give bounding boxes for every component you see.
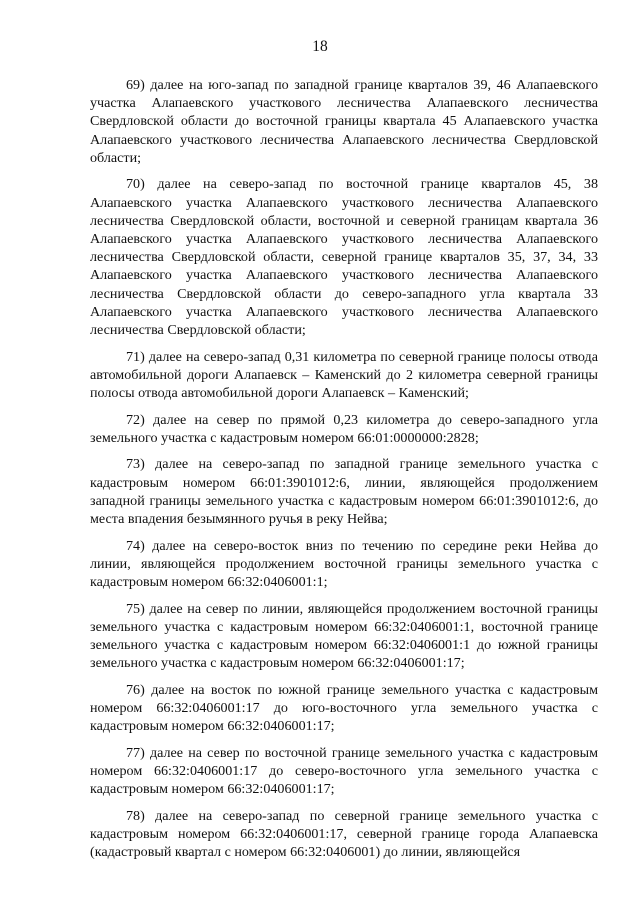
paragraph-76: 76) далее на восток по южной границе земельного участка с кадастровым номером 66:32:0406001:17 до юго-восточного угла земельного участка с кадастровым номером 66:32:0406001:17; (90, 681, 598, 735)
paragraph-75: 75) далее на север по линии, являющейся продолжением восточной границы земельного участка с кадастровым номером 66:32:0406001:1, восточной границе земельного участка с кадастровым номером 66:32:0406001:1 до южной границы земельного участка с кадастровым номером 66:32:0406001:17; (90, 600, 598, 672)
paragraph-70: 70) далее на северо-запад по восточной границе кварталов 45, 38 Алапаевского участка Алапаевского участкового лесничества Алапаевского лесничества Свердловской области, восточной и северной границам квартала 36 Алапаевского участка Алапаевского участкового лесничества Алапаевского лесничества Свердловской области, северной границе кварталов 35, 37, 34, 33 Алапаевского участка Алапаевского участкового лесничества Алапаевского лесничества Свердловской области до северо-западного угла квартала 33 Алапаевского участка Алапаевского участкового лесничества Алапаевского лесничества Свердловской области; (90, 176, 598, 339)
paragraph-71: 71) далее на северо-запад 0,31 километра по северной границе полосы отвода автомобильной дороги Алапаевск – Каменский до 2 километра северной границы полосы отвода автомобильной дороги Алапаевск – Каменский; (90, 348, 598, 402)
paragraph-72: 72) далее на север по прямой 0,23 километра до северо-западного угла земельного участка с кадастровым номером 66:01:0000000:2828; (90, 411, 598, 446)
paragraph-78: 78) далее на северо-запад по северной границе земельного участка с кадастровым номером 66:32:0406001:17, северной границе города Алапаевска (кадастровый квартал с номером 66:32:0406001) до линии, являющейся (90, 807, 598, 861)
paragraph-73: 73) далее на северо-запад по западной границе земельного участка с кадастровым номером 66:01:3901012:6, линии, являющейся продолжением западной границы земельного участка с кадастровым номером 66:01:3901012:6, до места впадения безымянного ручья в реку Нейва; (90, 456, 598, 528)
document-body (90, 76, 598, 861)
page-number: 18 (312, 38, 328, 55)
paragraph-74: 74) далее на северо-восток вниз по течению по середине реки Нейва до линии, являющейся продолжением восточной границы земельного участка с кадастровым номером 66:32:0406001:1; (90, 537, 598, 591)
paragraph-69: 69) далее на юго-запад по западной границе кварталов 39, 46 Алапаевского участка Алапаевского участкового лесничества Алапаевского лесничества Свердловской области до восточной границы квартала 45 Алапаевского участка Алапаевского участкового лесничества Алапаевского лесничества Свердловской области; (90, 77, 598, 166)
paragraph-77: 77) далее на север по восточной границе земельного участка с кадастровым номером 66:32:0406001:17 до северо-восточного угла земельного участка с кадастровым номером 66:32:0406001:17; (90, 744, 598, 798)
